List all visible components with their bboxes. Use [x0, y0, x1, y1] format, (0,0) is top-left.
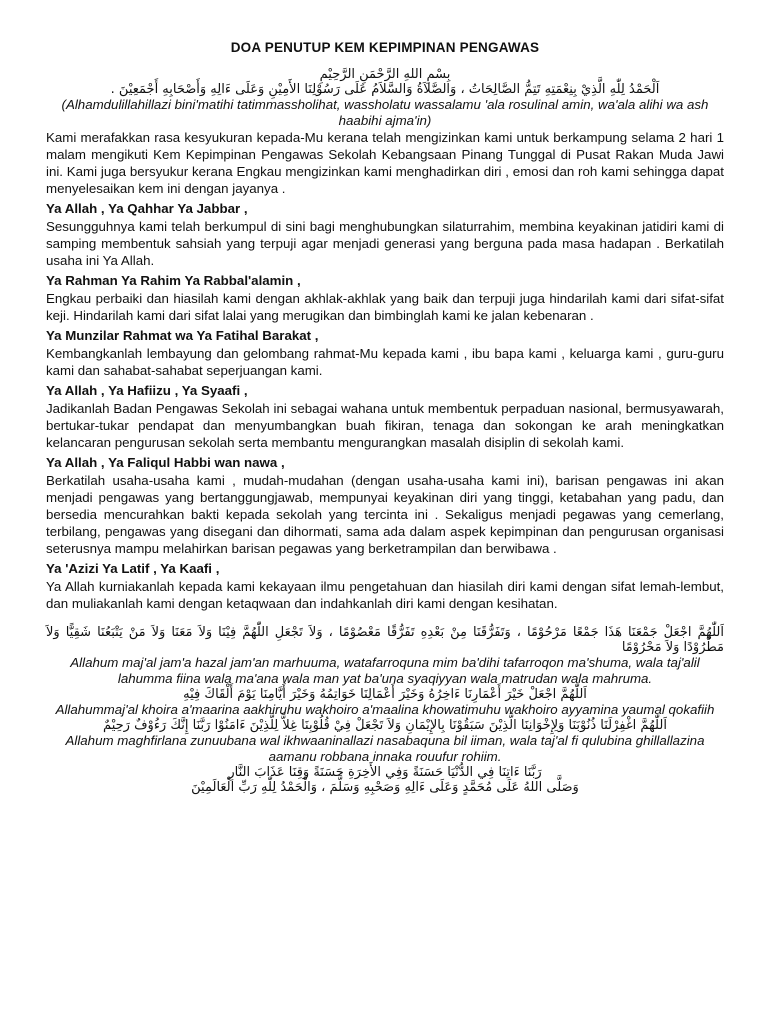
final-arabic-line: رَبَّنَا ءَاتِنَا فِي الدُّنْيَا حَسَنَةً وَفِي الأَخِرَةِ حَسَنَةً وَقِنَا عَذَابَ النَّارِ: [228, 765, 542, 780]
closing-transliteration: Allahum maghfirlana zunuubana wal ikhwaaninallazi nasabaquna bil iiman, wala taj'al fi qulubina ghillallazina aamanu robbana innaka rouufur rohiim.: [65, 733, 705, 764]
section-heading: Ya Rahman Ya Rahim Ya Rabbal'alamin ,: [46, 273, 301, 288]
closing-transliteration: Allahummaj'al khoira a'maarina aakhiruhu wakhoiro a'maalina khowatimuhu wakhoiro ayyamina yaumal qokafiih: [55, 702, 715, 717]
section-paragraph: Berkatilah usaha-usaha kami , mudah-mudahan (dengan usaha-usaha kami ini), barisan pengawas ini akan menjadi pengawas yang bertanggungjawab, mempunyai keyakinan diri yang tinggi, ketabahan yang padu, dan bersedia mencurahkan bakti kepada sekolah yang tercinta ini . Sekaligus menjadi pegawas yang cemerlang, terbilang, pengawas yang disegani dan dihormati, sama ada dalam aspek kepimpinan dan pengurusan organisasi seterusnya mampu melahirkan barisan pegawas yang berketrampilan dan berwibawa .: [46, 473, 724, 556]
section-heading: Ya Allah , Ya Faliqul Habbi wan nawa ,: [46, 455, 285, 470]
section-paragraph: Engkau perbaiki dan hiasilah kami dengan akhlak-akhlak yang baik dan terpuji juga hindarilah kami dari sifat-sifat keji. Hindarilah kami dari sifat lalai yang merugikan dan bimbinglah kami ke jalan kebenaran .: [46, 291, 724, 323]
intro-paragraph: Kami merafakkan rasa kesyukuran kepada-Mu kerana telah mengizinkan kami untuk berkampung selama 2 hari 1 malam mengikuti Kem Kepimpinan Pengawas Sekolah Kebangsaan Pinang Tunggal di Pusat Rakan Muda Jawi ini. Kami juga bersyukur kerana Engkau mengizinkan kami menghadirkan diri , emosi dan roh kami sehingga dapat menyelesaikan kem ini dengan jayanya .: [46, 130, 724, 196]
document-title: DOA PENUTUP KEM KEPIMPINAN PENGAWAS: [230, 40, 540, 55]
closing-arabic: اَللّٰهُمَّ اغْفِرْلَنَا ذُنُوْبَنَا وَلِإِخْوَانِنَا الَّذِيْنَ سَبَقُوْنَا بِالإِيْمَانِ وَلاَ تَجْعَلْ فِيْ قُلُوْبِنَا غِلاًّ لِلَّذِيْنَ ءَامَنُوْا رَبَّنَا إِنَّكَ رَءُوْفٌ رَحِيْمٌ: [103, 718, 667, 733]
section-heading: Ya Allah , Ya Qahhar Ya Jabbar ,: [46, 201, 248, 216]
closing-transliteration: Allahum maj'al jam'a hazal jam'an marhuuma, watafarroquna mim ba'dihi tafarroqon ma'shuma, wala taj'alil lahumma fiina wala ma'ana wala man yat ba'una syaqiyyan wala matrudan wala mahruma.: [70, 655, 700, 686]
section-heading: Ya 'Azizi Ya Latif , Ya Kaafi ,: [46, 561, 220, 576]
section-paragraph: Ya Allah kurniakanlah kepada kami kekayaan ilmu pengetahuan dan hiasilah diri kami dengan sifat lemah-lembut, dan muliakanlah kami dengan ketaqwaan dan indahkanlah diri kami dengan kesihatan.: [46, 579, 724, 611]
opening-transliteration: (Alhamdulillahillazi bini'matihi tatimmassholihat, wassholatu wassalamu 'ala rosulinal amin, wa'ala alihi wa ash haabihi ajma'in): [61, 97, 709, 128]
section-paragraph: Kembangkanlah lembayung dan gelombang rahmat-Mu kepada kami , ibu bapa kami , keluarga kami , guru-guru kami dan sahabat-sahabat seperjuangan kami.: [46, 346, 724, 378]
closing-arabic: اَللّٰهُمَّ اجْعَلْ جَمْعَنَا هَذَا جَمْعًا مَرْحُوْمًا ، وَتَفَرُّقَنَا مِنْ بَعْدِهِ تَفَرُّقًا مَعْصُوْمًا ، وَلاَ تَجْعَلِ اللّٰهُمَّ فِيْنَا وَلاَ مَعَنَا وَلاَ مَنْ يَتْبَعُنَا شَقِيًّا وَلاَ مَطْرُوْدًا وَلاَ مَحْرُوْمًا: [46, 625, 724, 655]
section-heading: Ya Munzilar Rahmat wa Ya Fatihal Barakat ,: [46, 328, 319, 343]
section-paragraph: Jadikanlah Badan Pengawas Sekolah ini sebagai wahana untuk membentuk perpaduan nasional, bermusyawarah, bertukar-tukar pendapat dan menyumbangkan buah fikiran, tenaga dan sokongan ke arah meningkatkan kelancaran pengurusan sekolah serta membantu mengurangkan masalah disiplin di sekolah kami.: [46, 401, 724, 450]
closing-arabic: اَللّٰهُمَّ اجْعَلْ خَيْرَ أَعْمَارِنَا ءَاخِرُهُ وَخَيْرَ أَعْمَالِنَا خَوَاتِمُهُ وَخَيْرَ أَيَّامِنَا يَوْمَ أَلْقَاكَ فِيْهِ: [183, 687, 587, 702]
section-heading: Ya Allah , Ya Hafiizu , Ya Syaafi ,: [46, 383, 248, 398]
bismillah-arabic: بِسْمِ اللهِ الرَّحْمَنِ الرَّحِيْمِ: [319, 67, 451, 82]
opening-arabic: اَلْحَمْدُ لِلّٰهِ الَّذِيْ بِنِعْمَتِهِ تَتِمُّ الصَّالِحَاتُ ، وَالصَّلاَةُ وَالسَّلاَمُ عَلَى رَسُوْلِنَا الأَمِيْنِ وَعَلَى ءَالِهِ وَأَصْحَابِهِ أَجْمَعِيْنَ .: [110, 82, 660, 97]
final-arabic-line: وَصَلَّى اللهُ عَلَى مُحَمَّدٍ وَعَلَى ءَالِهِ وَصَحْبِهِ وَسَلَّمَ ، وَالْحَمْدُ لِلّٰهِ رَبِّ الْعَالَمِيْنَ: [191, 780, 579, 795]
section-paragraph: Sesungguhnya kami telah berkumpul di sini bagi menghubungkan silaturrahim, membina keyakinan jatidiri kami di samping membentuk sahsiah yang terpuji agar menjadi generasi yang berguna pada masa hadapan . Berkatilah usaha ini Ya Allah.: [46, 219, 724, 268]
